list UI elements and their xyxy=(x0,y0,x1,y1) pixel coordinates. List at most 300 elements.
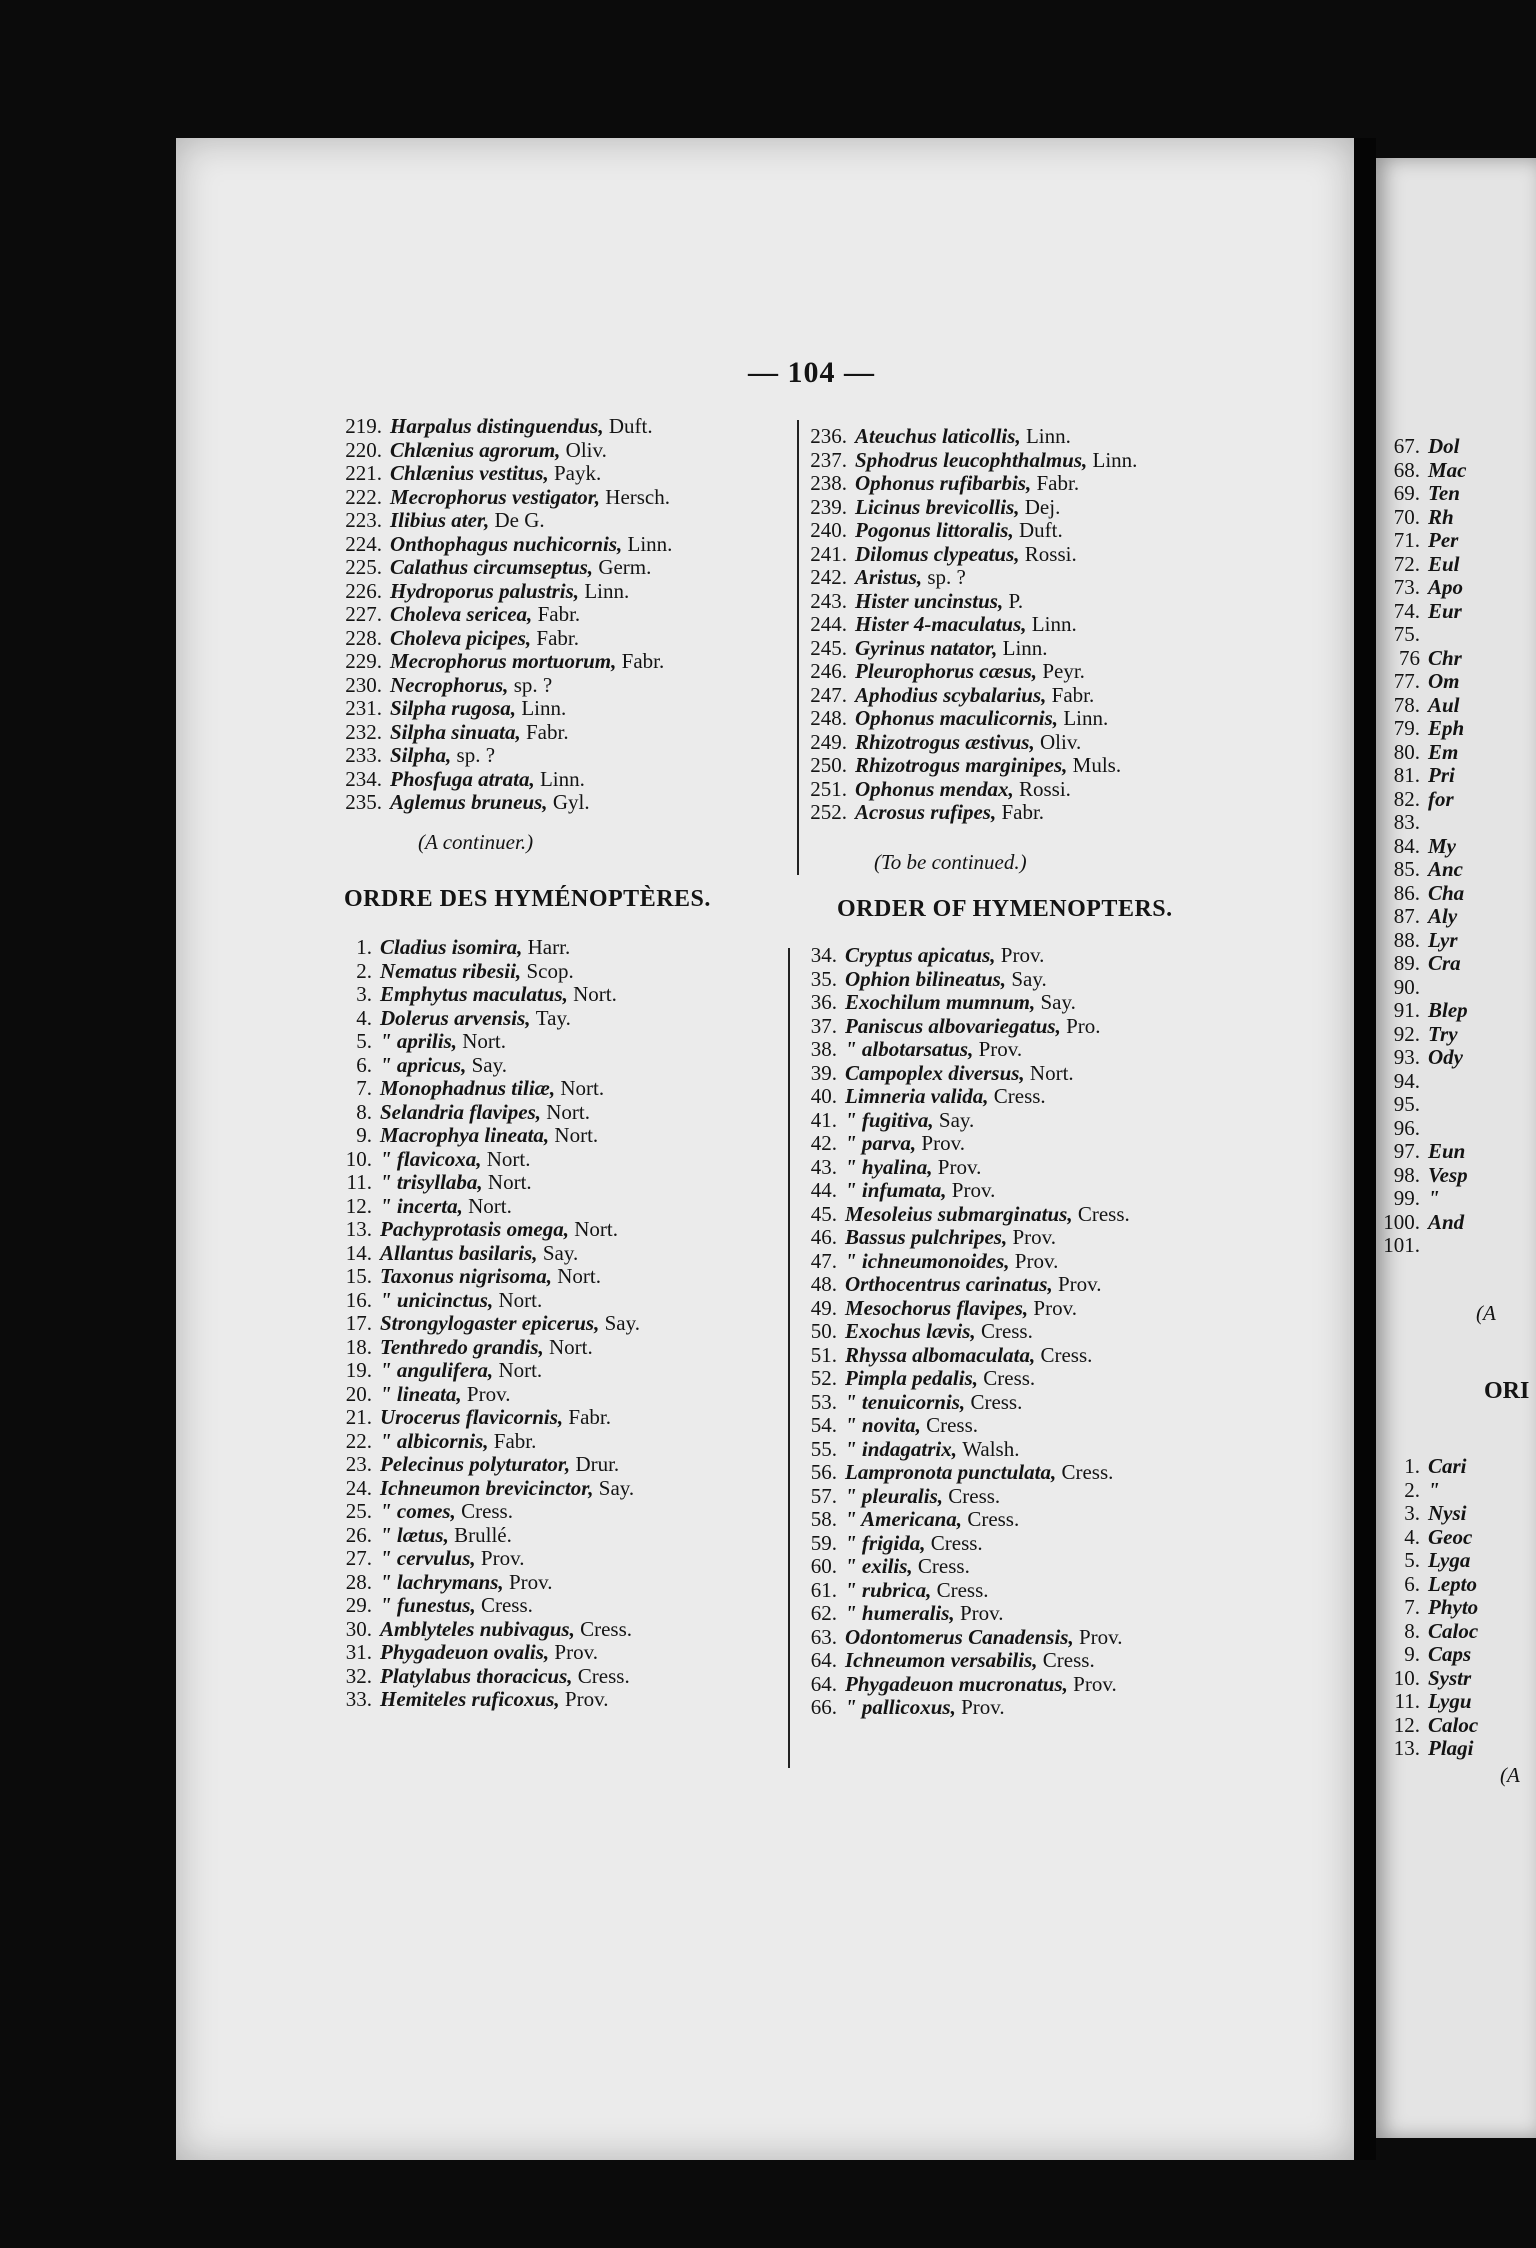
entry-number: 234. xyxy=(345,766,382,791)
entry-number: 77. xyxy=(1393,669,1420,693)
species-author: Nort. xyxy=(546,1099,590,1124)
hymenoptera-entry xyxy=(325,1687,640,1711)
adjacent-page-entry xyxy=(1380,975,1468,999)
hymenoptera-entry xyxy=(325,959,640,983)
entry-number: 57. xyxy=(810,1483,837,1508)
adjacent-page-entry xyxy=(1380,1713,1478,1737)
species-author: Prov. xyxy=(1000,943,1045,967)
beetle-entry xyxy=(800,730,1137,754)
species-name: Aglemus bruneus, xyxy=(390,790,548,814)
beetle-entry xyxy=(335,743,672,767)
species-name: Lyr xyxy=(1428,927,1458,952)
entry-number: 61. xyxy=(810,1577,837,1602)
adjacent-page-entry xyxy=(1380,716,1468,740)
beetle-entry xyxy=(800,518,1137,542)
entry-number: 221. xyxy=(345,461,382,485)
entry-number: 45. xyxy=(810,1201,837,1226)
species-name: Chlænius vestitus, xyxy=(390,461,549,485)
species-author: Germ. xyxy=(598,555,652,579)
entry-number: 27. xyxy=(345,1546,372,1570)
entry-number: 244. xyxy=(810,612,847,636)
species-author: Linn. xyxy=(627,531,673,556)
species-name: Ten xyxy=(1428,481,1460,505)
hymenoptera-entry xyxy=(325,1593,640,1617)
entry-number: 89. xyxy=(1393,951,1420,975)
entry-number: 222. xyxy=(345,484,382,509)
species-name: Silpha sinuata, xyxy=(390,719,521,744)
species-name: Lyga xyxy=(1428,1548,1471,1572)
species-author: Say. xyxy=(598,1475,635,1500)
beetle-entry xyxy=(800,448,1137,472)
beetle-entry xyxy=(335,720,672,744)
entry-number: 224. xyxy=(345,531,382,556)
entry-number: 252. xyxy=(810,800,847,824)
species-name: Mesoleius submarginatus, xyxy=(845,1201,1073,1226)
beetle-entry xyxy=(335,508,672,532)
adjacent-page-entry xyxy=(1380,1139,1468,1163)
entry-number: 85. xyxy=(1393,857,1420,881)
adjacent-page-heading: ORI xyxy=(1484,1378,1530,1404)
entry-number: 75. xyxy=(1393,622,1420,646)
species-name: for xyxy=(1428,786,1454,811)
species-author: Prov. xyxy=(1033,1295,1077,1320)
entry-number: 74. xyxy=(1393,598,1420,623)
entry-number: 231. xyxy=(345,696,382,720)
species-name: Onthophagus nuchicornis, xyxy=(390,531,623,556)
hymenoptera-entry xyxy=(325,1499,640,1523)
species-author: Linn. xyxy=(521,696,567,720)
adjacent-page-lower-list xyxy=(1380,1454,1478,1760)
hymenoptera-list-left xyxy=(325,935,640,1711)
entry-number: 232. xyxy=(345,719,382,744)
entry-number: 229. xyxy=(345,649,382,673)
entry-number: 40. xyxy=(810,1084,837,1108)
beetle-entry xyxy=(800,471,1137,495)
species-author: Cress. xyxy=(461,1499,513,1523)
entry-number: 4. xyxy=(1404,1524,1420,1549)
entry-number: 8. xyxy=(1404,1618,1420,1643)
entry-number: 10. xyxy=(345,1146,372,1171)
species-name: Pachyprotasis omega, xyxy=(380,1217,569,1241)
entry-number: 68. xyxy=(1393,457,1420,482)
hymenoptera-entry xyxy=(790,967,1130,991)
hymenoptera-entry xyxy=(325,1382,640,1406)
species-author: Pro. xyxy=(1066,1013,1101,1038)
hymenoptera-entry xyxy=(790,1648,1130,1672)
species-name: Aul xyxy=(1428,692,1460,717)
species-name: Aphodius scybalarius, xyxy=(855,682,1047,707)
beetle-entry xyxy=(800,777,1137,801)
species-name: " apricus, xyxy=(380,1052,467,1077)
species-name: Eph xyxy=(1428,716,1465,740)
species-name: Ophonus mendax, xyxy=(855,776,1014,801)
entry-number: 233. xyxy=(345,743,382,767)
species-author: Nort. xyxy=(486,1146,531,1171)
entry-number: 70. xyxy=(1393,504,1420,529)
species-name: Ophonus maculicornis, xyxy=(855,706,1059,730)
hymenoptera-entry xyxy=(790,1037,1130,1061)
species-author: Linn. xyxy=(539,766,585,791)
species-name: Hydroporus palustris, xyxy=(390,578,580,603)
species-name: Eur xyxy=(1428,598,1462,623)
species-author: Cress. xyxy=(580,1616,633,1641)
continuation-note-fr: (A continuer.) xyxy=(418,830,534,854)
entry-number: 1. xyxy=(356,935,372,959)
entry-number: 71. xyxy=(1393,528,1420,552)
hymenoptera-entry xyxy=(325,1100,640,1124)
hymenoptera-entry xyxy=(325,1570,640,1594)
species-name: Phygadeuon ovalis, xyxy=(380,1640,550,1664)
species-author: Say. xyxy=(471,1052,507,1077)
entry-number: 17. xyxy=(345,1311,372,1335)
species-name: Ateuchus laticollis, xyxy=(855,424,1021,448)
adjacent-page-entry xyxy=(1380,693,1468,717)
entry-number: 22. xyxy=(345,1428,372,1453)
species-name: " indagatrix, xyxy=(845,1436,958,1461)
entry-number: 226. xyxy=(345,578,382,603)
species-author: Say. xyxy=(542,1240,579,1265)
beetle-entry xyxy=(335,461,672,485)
species-author: Harr. xyxy=(527,935,571,959)
hymenoptera-entry xyxy=(325,1429,640,1453)
entry-number: 223. xyxy=(345,508,382,532)
species-author: Cress. xyxy=(1042,1648,1095,1672)
entry-number: 82. xyxy=(1393,786,1420,811)
entry-number: 100. xyxy=(1383,1209,1420,1234)
beetle-entry xyxy=(335,579,672,603)
entry-number: 72. xyxy=(1393,551,1420,576)
beetle-entry xyxy=(335,790,672,814)
adjacent-page-entry xyxy=(1380,1092,1468,1116)
species-name: Ichneumon brevicinctor, xyxy=(380,1475,594,1500)
species-name: Exochus lævis, xyxy=(845,1319,976,1343)
hymenoptera-entry xyxy=(790,1625,1130,1649)
species-name: Blep xyxy=(1428,998,1468,1022)
species-name: " trisyllaba, xyxy=(380,1170,483,1194)
entry-number: 48. xyxy=(810,1272,837,1296)
species-author: Fabr. xyxy=(1001,800,1045,824)
species-name: Gyrinus natator, xyxy=(855,635,998,660)
page-gutter xyxy=(1354,138,1376,2160)
species-author: Duft. xyxy=(1018,518,1063,542)
species-name: Choleva picipes, xyxy=(390,625,532,650)
hymenoptera-entry xyxy=(790,990,1130,1014)
species-author: Cress. xyxy=(577,1663,630,1688)
species-name: " hyalina, xyxy=(845,1154,933,1179)
species-name: Urocerus flavicornis, xyxy=(380,1405,564,1429)
entry-number: 15. xyxy=(345,1264,372,1288)
hymenoptera-entry xyxy=(325,1241,640,1265)
adjacent-page-entry xyxy=(1380,1595,1478,1619)
species-name: " flavicoxa, xyxy=(380,1146,482,1171)
entry-number: 12. xyxy=(1393,1712,1420,1737)
adjacent-page-entry xyxy=(1380,646,1468,670)
entry-number: 7. xyxy=(356,1076,372,1100)
entry-number: 220. xyxy=(345,437,382,462)
entry-number: 245. xyxy=(810,635,847,660)
species-name: Apo xyxy=(1428,575,1464,599)
entry-number: 243. xyxy=(810,588,847,613)
entry-number: 9. xyxy=(1404,1642,1420,1666)
species-author: Prov. xyxy=(937,1154,982,1179)
species-author: sp. ? xyxy=(513,672,553,697)
species-name: Rhizotrogus marginipes, xyxy=(855,753,1068,777)
beetle-list-left xyxy=(335,414,672,814)
hymenoptera-entry xyxy=(790,1225,1130,1249)
hymenoptera-entry xyxy=(325,1029,640,1053)
species-name: Odontomerus Canadensis, xyxy=(845,1624,1074,1649)
hymenoptera-entry xyxy=(325,982,640,1006)
species-author: Cress. xyxy=(948,1483,1001,1508)
species-name: Rhizotrogus æstivus, xyxy=(855,729,1035,754)
species-name: " rubrica, xyxy=(845,1577,932,1602)
entry-number: 49. xyxy=(810,1295,837,1320)
species-name: Caloc xyxy=(1428,1618,1479,1643)
species-author: Prov. xyxy=(951,1178,996,1202)
entry-number: 35. xyxy=(810,966,837,991)
entry-number: 56. xyxy=(810,1460,837,1484)
species-name: " lachrymans, xyxy=(380,1569,504,1594)
entry-number: 50. xyxy=(810,1319,837,1343)
species-author: P. xyxy=(1008,588,1024,613)
species-author: Nort. xyxy=(462,1029,507,1053)
species-name: Phygadeuon mucronatus, xyxy=(845,1671,1068,1696)
entry-number: 5. xyxy=(356,1029,372,1053)
entry-number: 239. xyxy=(810,494,847,519)
species-author: Gyl. xyxy=(552,790,590,814)
entry-number: 23. xyxy=(345,1452,372,1476)
species-name: Macrophya lineata, xyxy=(380,1123,550,1147)
adjacent-page-entry xyxy=(1380,857,1468,881)
hymenoptera-entry xyxy=(325,1476,640,1500)
species-author: Prov. xyxy=(554,1640,598,1664)
species-author: Cress. xyxy=(970,1389,1023,1414)
species-author: Peyr. xyxy=(1042,659,1085,683)
adjacent-page-entry xyxy=(1380,904,1468,928)
adjacent-page-entry xyxy=(1380,1478,1478,1502)
beetle-entry xyxy=(335,414,672,438)
species-name: " xyxy=(1428,1477,1440,1502)
adjacent-page-entry xyxy=(1380,1736,1478,1760)
species-name: Cra xyxy=(1428,951,1461,975)
entry-number: 5. xyxy=(1404,1548,1420,1572)
beetle-entry xyxy=(335,673,672,697)
hymenoptera-entry xyxy=(790,1601,1130,1625)
beetle-entry xyxy=(335,649,672,673)
adjacent-page-entry xyxy=(1380,763,1468,787)
adjacent-page-entry xyxy=(1380,622,1468,646)
order-heading-french: ORDRE DES HYMÉNOPTÈRES. xyxy=(344,886,711,912)
species-author: Say. xyxy=(604,1311,640,1335)
entry-number: 99. xyxy=(1393,1186,1420,1210)
species-name: Mecrophorus vestigator, xyxy=(390,484,601,509)
adjacent-page-entry xyxy=(1380,1116,1468,1140)
species-name: Pogonus littoralis, xyxy=(855,518,1014,542)
species-name: Emphytus maculatus, xyxy=(380,982,568,1006)
hymenoptera-entry xyxy=(790,1554,1130,1578)
hymenoptera-entry xyxy=(325,1640,640,1664)
species-name: Limneria valida, xyxy=(845,1084,989,1108)
hymenoptera-entry xyxy=(790,1437,1130,1461)
adjacent-page-entry xyxy=(1380,1210,1468,1234)
species-name: " cervulus, xyxy=(380,1546,476,1570)
species-name: Ophion bilineatus, xyxy=(845,966,1007,991)
species-name: " albicornis, xyxy=(380,1428,489,1453)
species-name: Dilomus clypeatus, xyxy=(855,541,1020,566)
hymenoptera-entry xyxy=(790,1155,1130,1179)
adjacent-page-entry xyxy=(1380,834,1468,858)
entry-number: 240. xyxy=(810,518,847,542)
species-author: Duft. xyxy=(608,414,653,438)
adjacent-page-entry xyxy=(1380,1642,1478,1666)
entry-number: 7. xyxy=(1404,1595,1420,1619)
entry-number: 44. xyxy=(810,1178,837,1202)
entry-number: 54. xyxy=(810,1413,837,1437)
hymenoptera-entry xyxy=(325,1405,640,1429)
species-author: Brullé. xyxy=(454,1522,512,1547)
species-author: Linn. xyxy=(1002,635,1048,660)
hymenoptera-entry xyxy=(325,1170,640,1194)
hymenoptera-entry xyxy=(790,1249,1130,1273)
entry-number: 25. xyxy=(345,1499,372,1523)
species-name: Ophonus rufibarbis, xyxy=(855,471,1032,495)
entry-number: 26. xyxy=(345,1522,372,1547)
species-name: Choleva sericea, xyxy=(390,602,533,626)
species-name: Ody xyxy=(1428,1045,1463,1069)
entry-number: 248. xyxy=(810,706,847,730)
species-author: sp. ? xyxy=(927,565,966,589)
adjacent-page-entry xyxy=(1380,1666,1478,1690)
entry-number: 67. xyxy=(1393,434,1420,458)
beetle-entry xyxy=(335,602,672,626)
species-author: Cress. xyxy=(993,1084,1046,1108)
species-name: Aly xyxy=(1428,904,1458,928)
species-name: Campoplex diversus, xyxy=(845,1060,1025,1085)
entry-number: 94. xyxy=(1393,1068,1420,1093)
species-name: " tenuicornis, xyxy=(845,1389,966,1414)
order-heading-english: ORDER OF HYMENOPTERS. xyxy=(837,896,1173,922)
hymenoptera-entry xyxy=(325,1264,640,1288)
species-author: Prov. xyxy=(921,1131,965,1155)
entry-number: 11. xyxy=(1394,1689,1420,1713)
entry-number: 227. xyxy=(345,602,382,626)
entry-number: 92. xyxy=(1393,1021,1420,1046)
entry-number: 4. xyxy=(356,1005,372,1030)
entry-number: 9. xyxy=(356,1123,372,1147)
species-name: " funestus, xyxy=(380,1593,476,1617)
entry-number: 19. xyxy=(345,1358,372,1382)
entry-number: 24. xyxy=(345,1475,372,1500)
beetle-list-right xyxy=(800,424,1137,824)
entry-number: 46. xyxy=(810,1225,837,1249)
species-name: " pleuralis, xyxy=(845,1483,944,1508)
hymenoptera-entry xyxy=(790,1272,1130,1296)
species-name: Harpalus distinguendus, xyxy=(390,414,604,438)
entry-number: 249. xyxy=(810,729,847,754)
species-author: Prov. xyxy=(480,1546,525,1570)
species-author: Nort. xyxy=(1029,1060,1074,1085)
entry-number: 83. xyxy=(1393,810,1420,834)
species-name: Pimpla pedalis, xyxy=(845,1366,978,1390)
hymenoptera-entry xyxy=(790,1672,1130,1696)
species-name: Phosfuga atrata, xyxy=(390,766,535,791)
entry-number: 41. xyxy=(810,1107,837,1132)
species-name: And xyxy=(1428,1209,1465,1234)
species-author: sp. ? xyxy=(456,743,496,767)
entry-number: 12. xyxy=(345,1193,372,1218)
beetle-entry xyxy=(335,555,672,579)
species-author: Nort. xyxy=(573,982,617,1006)
species-author: Muls. xyxy=(1072,753,1122,777)
beetle-entry xyxy=(800,636,1137,660)
entry-number: 18. xyxy=(345,1334,372,1359)
hymenoptera-entry xyxy=(325,1546,640,1570)
adjacent-page-entry xyxy=(1380,928,1468,952)
entry-number: 2. xyxy=(356,958,372,983)
hymenoptera-entry xyxy=(790,1202,1130,1226)
entry-number: 34. xyxy=(810,943,837,967)
entry-number: 241. xyxy=(810,541,847,566)
adjacent-page-entry xyxy=(1380,1689,1478,1713)
entry-number: 33. xyxy=(345,1687,372,1711)
entry-number: 64. xyxy=(810,1648,837,1672)
entry-number: 228. xyxy=(345,625,382,650)
species-name: Pelecinus polyturator, xyxy=(380,1452,571,1476)
hymenoptera-entry xyxy=(790,1108,1130,1132)
entry-number: 95. xyxy=(1393,1092,1420,1116)
species-author: Fabr. xyxy=(621,649,665,673)
entry-number: 30. xyxy=(345,1616,372,1641)
entry-number: 250. xyxy=(810,753,847,777)
entry-number: 11. xyxy=(346,1170,372,1194)
adjacent-page-entry xyxy=(1380,1619,1478,1643)
species-author: Prov. xyxy=(564,1687,609,1711)
species-name: Pri xyxy=(1428,763,1455,787)
column-divider-top xyxy=(797,420,799,875)
species-name: Sphodrus leucophthalmus, xyxy=(855,447,1088,472)
species-author: Say. xyxy=(1011,966,1047,991)
adjacent-page-entry xyxy=(1380,951,1468,975)
species-name: Pleurophorus cæsus, xyxy=(855,659,1038,683)
species-author: Nort. xyxy=(498,1358,543,1382)
beetle-entry xyxy=(800,495,1137,519)
page-number: — 104 — xyxy=(748,356,875,389)
entry-number: 58. xyxy=(810,1507,837,1531)
species-author: Cress. xyxy=(926,1413,978,1437)
species-author: Linn. xyxy=(1025,424,1071,448)
entry-number: 237. xyxy=(810,447,847,472)
entry-number: 63. xyxy=(810,1624,837,1649)
hymenoptera-entry xyxy=(325,1523,640,1547)
species-name: Try xyxy=(1428,1021,1458,1046)
species-name: Rh xyxy=(1428,504,1454,529)
entry-number: 236. xyxy=(810,424,847,448)
hymenoptera-entry xyxy=(325,1311,640,1335)
entry-number: 93. xyxy=(1393,1045,1420,1069)
entry-number: 3. xyxy=(1404,1501,1420,1525)
adjacent-page-entry xyxy=(1380,599,1468,623)
species-name: Chlænius agrorum, xyxy=(390,437,561,462)
entry-number: 55. xyxy=(810,1436,837,1461)
entry-number: 219. xyxy=(345,414,382,438)
hymenoptera-entry xyxy=(790,1343,1130,1367)
entry-number: 251. xyxy=(810,776,847,801)
species-name: Hister uncinstus, xyxy=(855,588,1004,613)
species-name: Vesp xyxy=(1428,1162,1468,1187)
entry-number: 64. xyxy=(810,1671,837,1696)
species-author: Prov. xyxy=(508,1569,553,1594)
adjacent-page-entry xyxy=(1380,1525,1478,1549)
